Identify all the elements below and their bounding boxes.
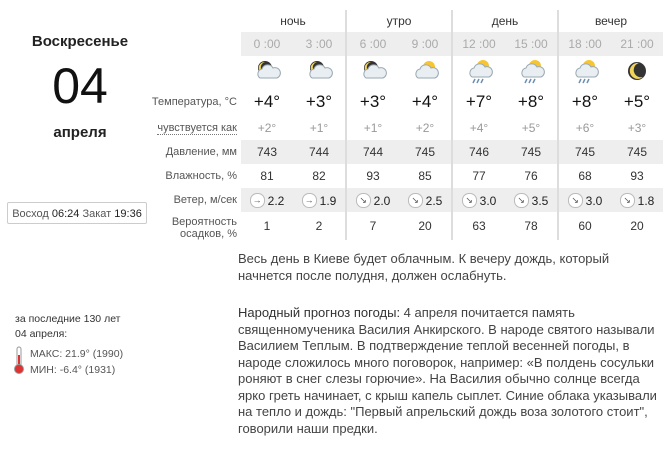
wind-direction-icon: ↘ [356,193,371,208]
pressure-cell: 745 [505,140,558,164]
history-date: 04 апреля: [15,328,68,340]
feels-like-cell: +3° [627,121,647,135]
feels-like-cell: +2° [257,121,277,135]
wind-direction-icon: ↘ [620,193,635,208]
pressure-cell: 745 [611,140,663,164]
sunrise-label: Восход [12,208,49,220]
temperature-cell: +3° [359,92,387,111]
day-number: 04 [52,58,108,114]
wind-speed: 2.0 [373,193,391,208]
wind-direction-icon: → [302,193,317,208]
precip-cell: 20 [630,219,644,233]
wind-cell [558,188,611,212]
wind-speed: 3.0 [479,193,497,208]
precip-cell: 7 [369,219,377,233]
temperature-cell: +8° [505,88,558,116]
humidity-cell: 81 [260,169,274,183]
wind-cell [611,188,663,212]
pressure-cell: 744 [346,140,399,164]
sun-cloud-rain-icon [505,56,558,88]
time-cell: 12 :00 [452,32,505,56]
wind-label: Ветер, м/сек [173,194,237,206]
period-evening: вечер [594,14,628,28]
humidity-cell: 76 [505,164,558,188]
time-cell: 18 :00 [558,32,611,56]
month: апреля [53,124,107,141]
wind-cell [452,188,505,212]
precip-cell: 78 [505,212,558,240]
precip-label: Вероятность осадков, % [171,216,237,240]
wind-speed: 1.9 [319,193,337,208]
moon-cloud-icon [241,56,293,88]
wind-cell [241,188,293,212]
temperature-cell: +5° [623,92,651,111]
time-cell: 9 :00 [399,32,452,56]
feels-like-cell: +6° [575,121,595,135]
temperature-cell: +8° [571,92,599,111]
period-morning: утро [346,10,452,32]
humidity-cell: 85 [399,164,452,188]
temperature-cell: +3° [293,88,346,116]
time-cell: 21 :00 [611,32,663,56]
temperature-label: Температура, °С [151,96,237,108]
period-day: день [452,10,558,32]
precip-cell: 1 [263,219,271,233]
temperature-cell: +7° [465,92,493,111]
temperature-cell: +4° [253,92,281,111]
sunrise-time: 06:24 [51,208,80,220]
wind-speed: 3.0 [585,193,603,208]
wind-cell [293,188,346,212]
feels-like-cell: +1° [363,121,383,135]
humidity-cell: 93 [630,169,644,183]
folk-text: 4 апреля почитается память священномученика Василия Анкирского. В народе святого называли Василием Теплым. В подтверждение теплой весенней погоды, в народе сложилось много поговорок, например: «В полдень сосульки роняют в снег слезы горючие». На Василия обычно солнце всегда ярко греть начинает, с крыш капель сыплет. Синие облака указывали на тепло и дождь: "Первый апрельский дождь воза золотого стоит", говорили наши предки. [238,305,657,436]
wind-direction-icon: ↘ [408,193,423,208]
temperature-cell: +4° [399,88,452,116]
history-max: МАКС: 21.9° (1990) [30,348,124,360]
day-description: Весь день в Киеве будет облачным. К вечеру дождь, который начнется после полудня, должен ослабнуть. [238,251,610,283]
weekday: Воскресенье [31,33,129,50]
sun-times [7,202,147,224]
folk-heading: Народный прогноз погоды: [238,305,401,320]
wind-direction-icon: → [250,193,265,208]
sun-cloud-icon [399,56,452,88]
precip-cell: 2 [293,212,346,240]
moon-icon [611,56,663,88]
pressure-cell: 744 [293,140,346,164]
precip-cell: 20 [399,212,452,240]
history-period: за последние 130 лет [15,313,121,325]
feels-like-cell: +2° [399,116,452,140]
history-block [15,312,155,342]
wind-cell [399,188,452,212]
thermometer-icon [12,345,26,375]
wind-speed: 2.2 [267,193,285,208]
wind-direction-icon: ↘ [514,193,529,208]
feels-like-cell: +1° [293,116,346,140]
precip-cell: 60 [578,219,592,233]
feels-like-cell: +5° [505,116,558,140]
pressure-cell: 745 [558,140,611,164]
pressure-label: Давление, мм [165,146,237,158]
folk-forecast [238,305,658,437]
humidity-cell: 77 [472,169,486,183]
wind-speed: 2.5 [425,193,443,208]
wind-direction-icon: ↘ [568,193,583,208]
feels-like-label[interactable]: чувствуется как [157,122,237,134]
wind-cell [505,188,558,212]
wind-speed: 3.5 [531,193,549,208]
precip-cell: 63 [472,219,486,233]
wind-speed: 1.8 [637,193,655,208]
weather-table [145,10,663,240]
sunset-time: 19:36 [114,208,142,220]
humidity-label: Влажность, % [165,170,237,182]
sun-cloud-rain-icon [558,56,611,88]
wind-cell [346,188,399,212]
pressure-cell: 745 [399,140,452,164]
sunset-label: Закат [82,208,112,220]
humidity-cell: 82 [293,164,346,188]
humidity-cell: 93 [366,169,380,183]
moon-cloud-icon [293,56,346,88]
time-cell: 15 :00 [505,32,558,56]
sun-cloud-rain-icon [452,56,505,88]
pressure-cell: 746 [452,140,505,164]
history-min: МИН: -6.4° (1931) [30,364,116,376]
period-night: ночь [241,10,346,32]
pressure-cell: 743 [241,140,293,164]
wind-direction-icon: ↘ [462,193,477,208]
time-cell: 6 :00 [346,32,399,56]
time-cell: 0 :00 [241,32,293,56]
feels-like-cell: +4° [469,121,489,135]
time-cell: 3 :00 [293,32,346,56]
moon-cloud-icon [346,56,399,88]
humidity-cell: 68 [578,169,592,183]
